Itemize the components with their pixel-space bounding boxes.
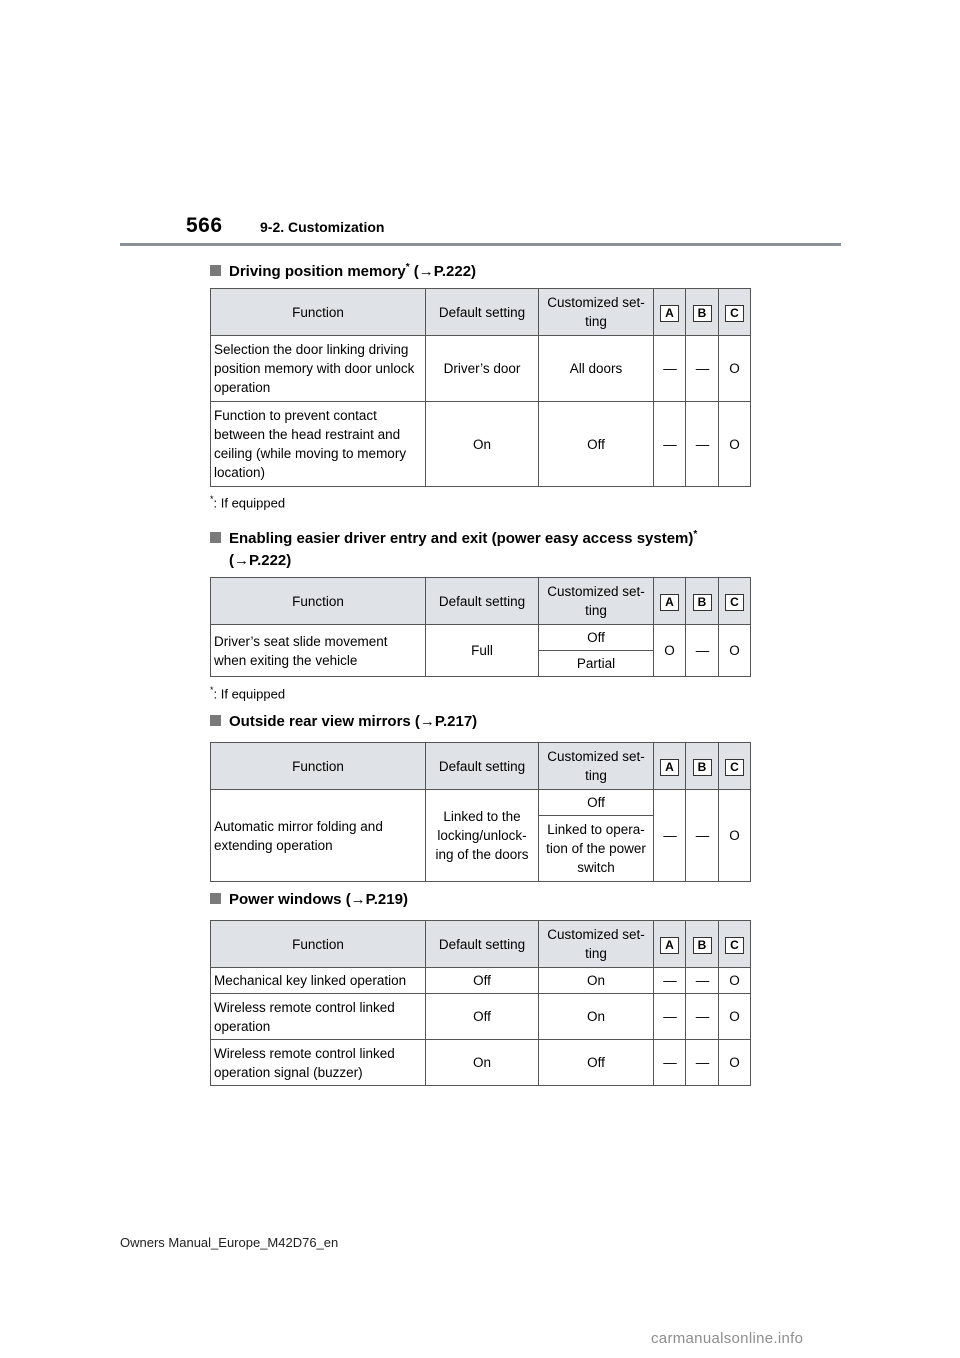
watermark: carmanualsonline.info: [651, 1330, 804, 1347]
chapter-title: 9-2. Customization: [260, 219, 385, 235]
table-row: [211, 336, 751, 402]
column-header-default-setting: Default setting: [426, 921, 539, 968]
page-number: 566: [186, 214, 223, 237]
square-bullet-icon: [210, 893, 221, 904]
table-row: [211, 994, 751, 1040]
column-header-function: Function: [211, 921, 426, 968]
table-row: [211, 968, 751, 994]
table-header-row: [211, 743, 751, 790]
function-cell: Wireless remote control linked operation signal (buzzer): [211, 1040, 426, 1086]
table-driving-position-memory: [210, 288, 751, 487]
customized-setting-option: Off: [539, 625, 654, 651]
square-bullet-icon: [210, 532, 221, 543]
a-cell: —: [654, 790, 686, 882]
column-header-default-setting: Default setting: [426, 743, 539, 790]
a-cell: —: [654, 994, 686, 1040]
function-cell: Wireless remote control linked operation: [211, 994, 426, 1040]
letter-a-icon: A: [660, 937, 679, 954]
letter-c-icon: C: [725, 759, 744, 776]
b-cell: —: [686, 968, 719, 994]
function-cell: Function to prevent contact between the head restraint and ceiling (while moving to memory location): [211, 402, 426, 487]
section-heading-driving-position-memory: Driving position memory* (→P.222): [210, 257, 476, 282]
default-setting-cell: Full: [426, 625, 539, 677]
table-row: [211, 790, 751, 816]
b-cell: —: [686, 790, 719, 882]
column-header-c: [719, 743, 751, 790]
letter-a-icon: A: [660, 759, 679, 776]
letter-b-icon: B: [693, 305, 712, 322]
b-cell: —: [686, 1040, 719, 1086]
function-cell: Driver’s seat slide movement when exiting the vehicle: [211, 625, 426, 677]
header-divider: [120, 243, 841, 246]
b-cell: —: [686, 625, 719, 677]
letter-c-icon: C: [725, 594, 744, 611]
a-cell: —: [654, 402, 686, 487]
footer-manual-id: Owners Manual_Europe_M42D76_en: [120, 1235, 339, 1250]
column-header-a: [654, 289, 686, 336]
a-cell: —: [654, 1040, 686, 1086]
table-header-row: [211, 921, 751, 968]
function-cell: Automatic mirror folding and extending operation: [211, 790, 426, 882]
letter-a-icon: A: [660, 305, 679, 322]
customized-setting-cell: Off: [539, 402, 654, 487]
column-header-c: [719, 578, 751, 625]
column-header-b: [686, 289, 719, 336]
column-header-default-setting: Default setting: [426, 578, 539, 625]
column-header-customized-setting: Customized set-ting: [539, 921, 654, 968]
a-cell: —: [654, 336, 686, 402]
c-cell: O: [719, 625, 751, 677]
customized-setting-cell: All doors: [539, 336, 654, 402]
square-bullet-icon: [210, 715, 221, 726]
column-header-default-setting: Default setting: [426, 289, 539, 336]
column-header-a: [654, 921, 686, 968]
section-heading-power-windows: Power windows (→P.219): [210, 889, 408, 910]
footnote-if-equipped: *: If equipped: [210, 685, 286, 702]
footnote-if-equipped: *: If equipped: [210, 494, 286, 511]
page-reference: (→P.222): [413, 263, 477, 280]
customized-setting-option: Partial: [539, 651, 654, 677]
customized-setting-cell: Off: [539, 1040, 654, 1086]
table-power-windows: [210, 920, 751, 1086]
c-cell: O: [719, 790, 751, 882]
c-cell: O: [719, 994, 751, 1040]
customized-setting-cell: On: [539, 994, 654, 1040]
letter-b-icon: B: [693, 594, 712, 611]
square-bullet-icon: [210, 265, 221, 276]
table-row: [211, 1040, 751, 1086]
customized-setting-option: Linked to opera-tion of the power switch: [539, 816, 654, 882]
customized-setting-option: Off: [539, 790, 654, 816]
column-header-customized-setting: Customized set-ting: [539, 743, 654, 790]
letter-a-icon: A: [660, 594, 679, 611]
default-setting-cell: Off: [426, 994, 539, 1040]
column-header-function: Function: [211, 578, 426, 625]
a-cell: —: [654, 968, 686, 994]
b-cell: —: [686, 994, 719, 1040]
b-cell: —: [686, 402, 719, 487]
c-cell: O: [719, 1040, 751, 1086]
column-header-c: [719, 921, 751, 968]
a-cell: O: [654, 625, 686, 677]
default-setting-cell: On: [426, 1040, 539, 1086]
letter-b-icon: B: [693, 937, 712, 954]
letter-b-icon: B: [693, 759, 712, 776]
default-setting-cell: Off: [426, 968, 539, 994]
column-header-function: Function: [211, 289, 426, 336]
column-header-function: Function: [211, 743, 426, 790]
table-outside-mirrors: [210, 742, 751, 882]
column-header-customized-setting: Customized set-ting: [539, 289, 654, 336]
b-cell: —: [686, 336, 719, 402]
column-header-c: [719, 289, 751, 336]
column-header-customized-setting: Customized set-ting: [539, 578, 654, 625]
letter-c-icon: C: [725, 937, 744, 954]
c-cell: O: [719, 336, 751, 402]
c-cell: O: [719, 968, 751, 994]
page-reference: (→P.219): [345, 891, 408, 908]
page-reference: (→P.222): [229, 552, 292, 569]
table-header-row: [211, 289, 751, 336]
function-cell: Mechanical key linked operation: [211, 968, 426, 994]
section-heading-power-easy-access: Enabling easier driver entry and exit (power easy access system)* (→P.222): [210, 524, 697, 571]
column-header-b: [686, 578, 719, 625]
column-header-b: [686, 921, 719, 968]
function-cell: Selection the door linking driving position memory with door unlock operation: [211, 336, 426, 402]
customized-setting-cell: On: [539, 968, 654, 994]
table-row: [211, 625, 751, 651]
default-setting-cell: On: [426, 402, 539, 487]
page-reference: (→P.217): [414, 713, 478, 730]
letter-c-icon: C: [725, 305, 744, 322]
default-setting-cell: Linked to the locking/unlock-ing of the doors: [426, 790, 539, 882]
table-header-row: [211, 578, 751, 625]
column-header-a: [654, 578, 686, 625]
column-header-a: [654, 743, 686, 790]
default-setting-cell: Driver’s door: [426, 336, 539, 402]
table-power-easy-access: [210, 577, 751, 677]
column-header-b: [686, 743, 719, 790]
section-heading-outside-mirrors: Outside rear view mirrors (→P.217): [210, 711, 477, 732]
table-row: [211, 402, 751, 487]
c-cell: O: [719, 402, 751, 487]
